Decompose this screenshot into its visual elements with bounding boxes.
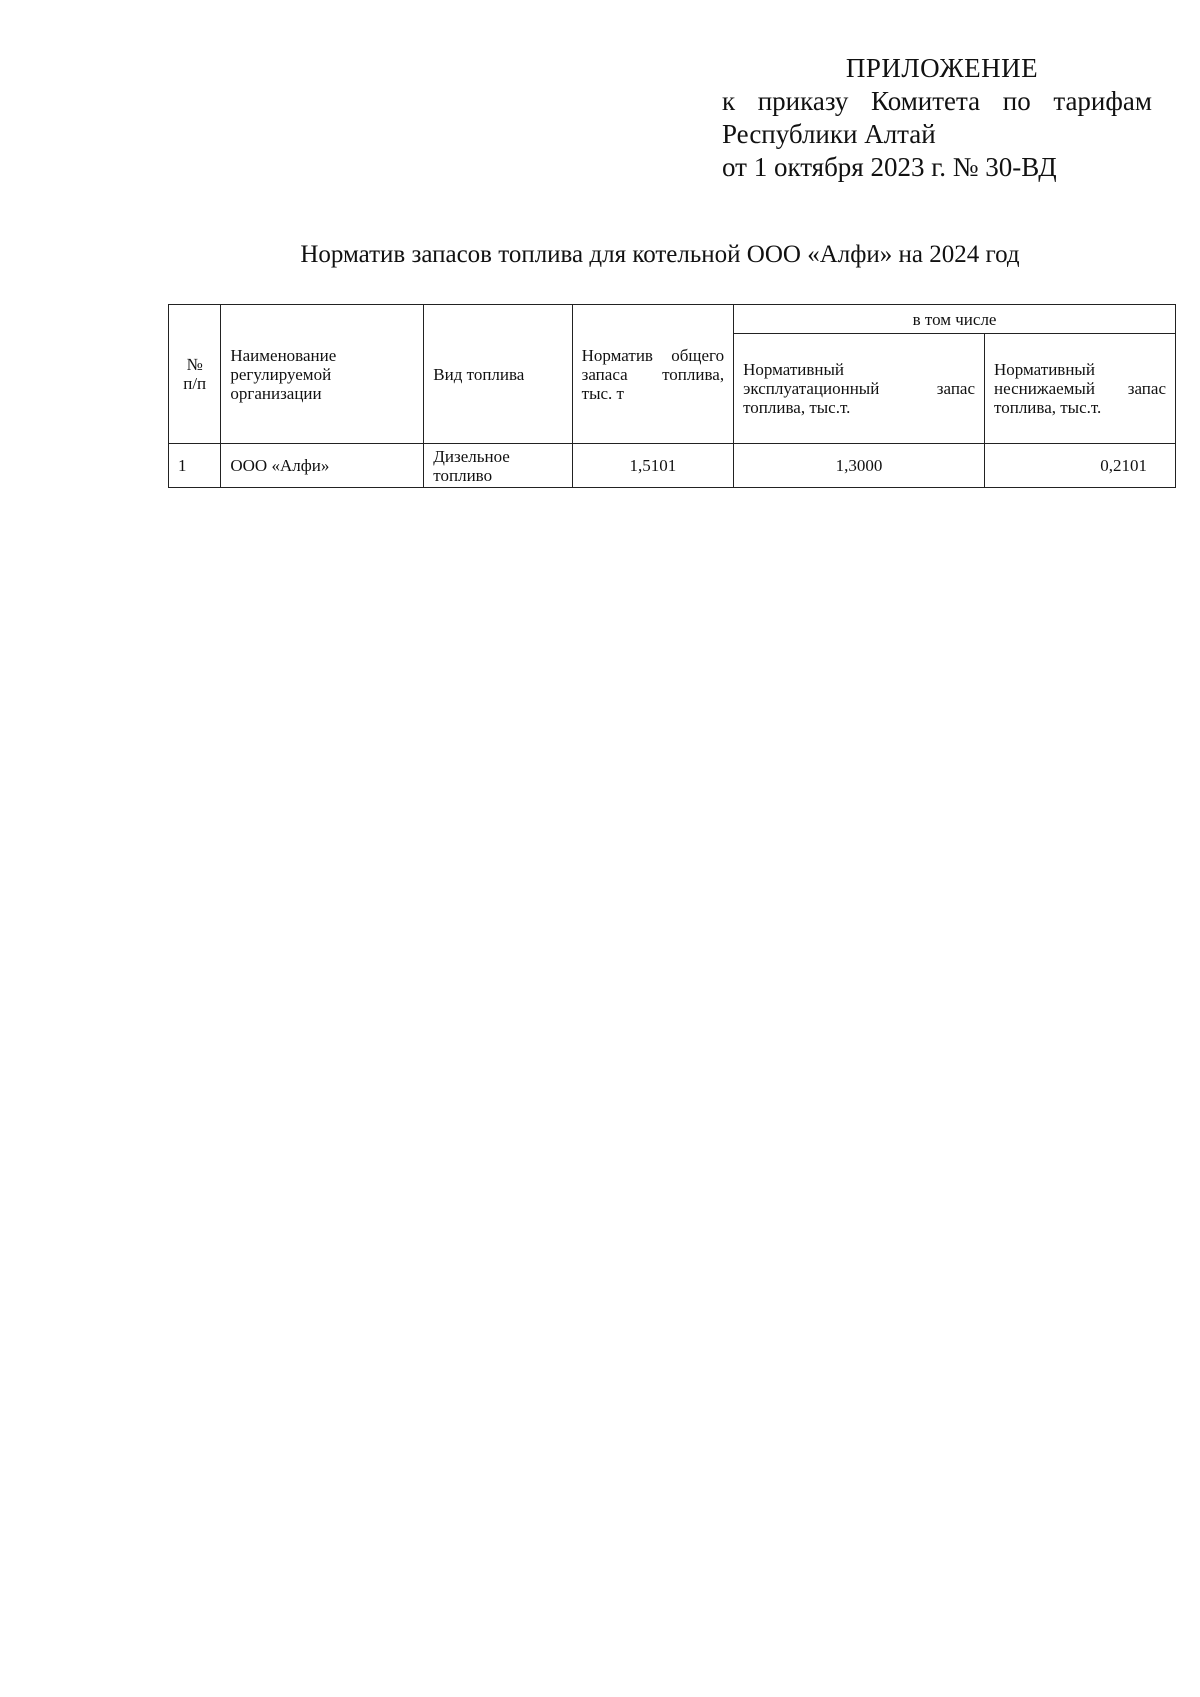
document-title: Норматив запасов топлива для котельной ООО «Алфи» на 2024 год	[300, 241, 1020, 268]
header-fuel: Вид топлива	[424, 305, 572, 444]
cell-num: 1	[169, 444, 221, 488]
annex-word: приказу	[757, 86, 849, 116]
fuel-reserve-table	[168, 304, 1176, 488]
cell-fuel: Дизельное топливо	[424, 444, 572, 488]
annex-order-line	[722, 85, 1152, 118]
annex-word: по	[1002, 86, 1031, 116]
annex-word: тарифам	[1053, 86, 1152, 116]
header-total: Норматив общего запаса топлива, тыс. т	[572, 305, 733, 444]
annex-date-line: от 1 октября 2023 г. № 30-ВД	[722, 152, 1057, 182]
cell-total: 1,5101	[572, 444, 733, 488]
header-org: Наименование регулируемой организации	[221, 305, 424, 444]
header-reserve: Нормативный неснижаемый запас топлива, тыс.т.	[985, 334, 1176, 444]
cell-org: ООО «Алфи»	[221, 444, 424, 488]
annex-header	[722, 52, 1152, 184]
header-including: в том числе	[734, 305, 1176, 334]
header-num: № п/п	[169, 305, 221, 444]
cell-reserve: 0,2101	[985, 444, 1176, 488]
header-operational: Нормативный эксплуатационный запас топлива, тыс.т.	[734, 334, 985, 444]
table-header-row	[169, 305, 1176, 334]
annex-word: Комитета	[871, 86, 981, 116]
annex-committee-line: Республики Алтай	[722, 119, 936, 149]
table-row	[169, 444, 1176, 488]
annex-title: ПРИЛОЖЕНИЕ	[845, 53, 1039, 83]
cell-operational: 1,3000	[734, 444, 985, 488]
annex-word: к	[722, 86, 736, 116]
